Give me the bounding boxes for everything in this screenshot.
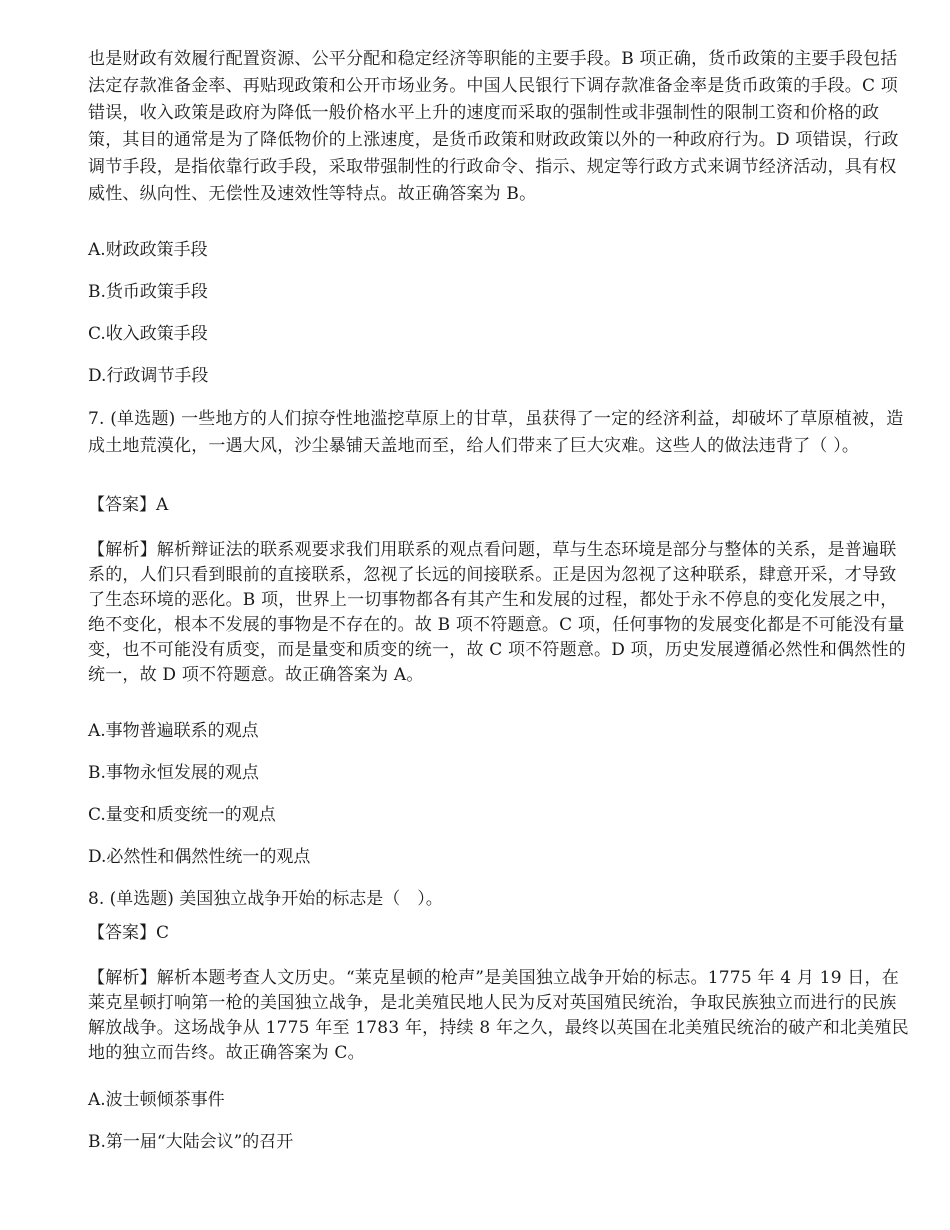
q6-option-c: C.收入政策手段 <box>88 324 208 344</box>
q7-analysis: 【解析】解析辩证法的联系观要求我们用联系的观点看问题，草与生态环境是部分与整体的关系，是普遍联系的，人们只看到眼前的直接联系，忽视了长远的间接联系。正是因为忽视了这种联系，肆意开采，才导致了生态环境的恶化。B 项，世界上一切事物都各有其产生和发展的过程，都处于永不停息的变化发展之中，绝不变化，根本不发展的事物是不存在的。故 B 项不符题意。C 项，任何事物的发展变化都是不可能没有量变，也不可能没有质变，而是量变和质变的统一，故 C 项不符题意。D 项，历史发展遵循必然性和偶然性的统一，故 D 项不符题意。故正确答案为 A。 <box>88 540 906 685</box>
q8-answer: 【答案】C <box>88 923 170 943</box>
q7-option-a: A.事物普遍联系的观点 <box>88 721 259 741</box>
q8-analysis: 【解析】解析本题考查人文历史。“莱克星顿的枪声”是美国独立战争开始的标志。1775 年 4 月 19 日，在莱克星顿打响第一枪的美国独立战争，是北美殖民地人民为反对英国殖民统治，争取民族独立而进行的民族解放战争。这场战争从 1775 年至 1783 年，持续 8 年之久，最终以英国在北美殖民统治的破产和北美殖民地的独立而告终。故正确答案为 C。 <box>88 968 909 1063</box>
q7-answer: 【答案】A <box>88 495 169 515</box>
q7-option-d: D.必然性和偶然性统一的观点 <box>88 847 311 867</box>
q7-option-c: C.量变和质变统一的观点 <box>88 805 276 825</box>
q7-option-b: B.事物永恒发展的观点 <box>88 763 259 783</box>
q8-question: 8. (单选题) 美国独立战争开始的标志是（ ）。 <box>88 889 443 909</box>
q8-option-b: B.第一届“大陆会议”的召开 <box>88 1132 294 1152</box>
q6-option-d: D.行政调节手段 <box>88 366 209 386</box>
q8-option-a: A.波士顿倾茶事件 <box>88 1090 225 1110</box>
q6-option-b: B.货币政策手段 <box>88 282 208 302</box>
q7-question: 7. (单选题) 一些地方的人们掠夺性地滥挖草原上的甘草，虽获得了一定的经济利益，却破坏了草原植被，造成土地荒漠化，一遇大风，沙尘暴铺天盖地而至，给人们带来了巨大灾难。这些人的做法违背了（ ）。 <box>88 409 904 456</box>
q6-analysis-tail: 也是财政有效履行配置资源、公平分配和稳定经济等职能的主要手段。B 项正确，货币政策的主要手段包括法定存款准备金率、再贴现政策和公开市场业务。中国人民银行下调存款准备金率是货币政策的手段。C 项错误，收入政策是政府为降低一般价格水平上升的速度而采取的强制性或非强制性的限制工资和价格的政策，其目的通常是为了降低物价的上涨速度，是货币政策和财政政策以外的一种政府行为。D 项错误，行政调节手段，是指依靠行政手段，采取带强制性的行政命令、指示、规定等行政方式来调节经济活动，具有权威性、纵向性、无偿性及速效性等特点。故正确答案为 B。 <box>88 49 899 204</box>
q6-option-a: A.财政政策手段 <box>88 240 208 260</box>
